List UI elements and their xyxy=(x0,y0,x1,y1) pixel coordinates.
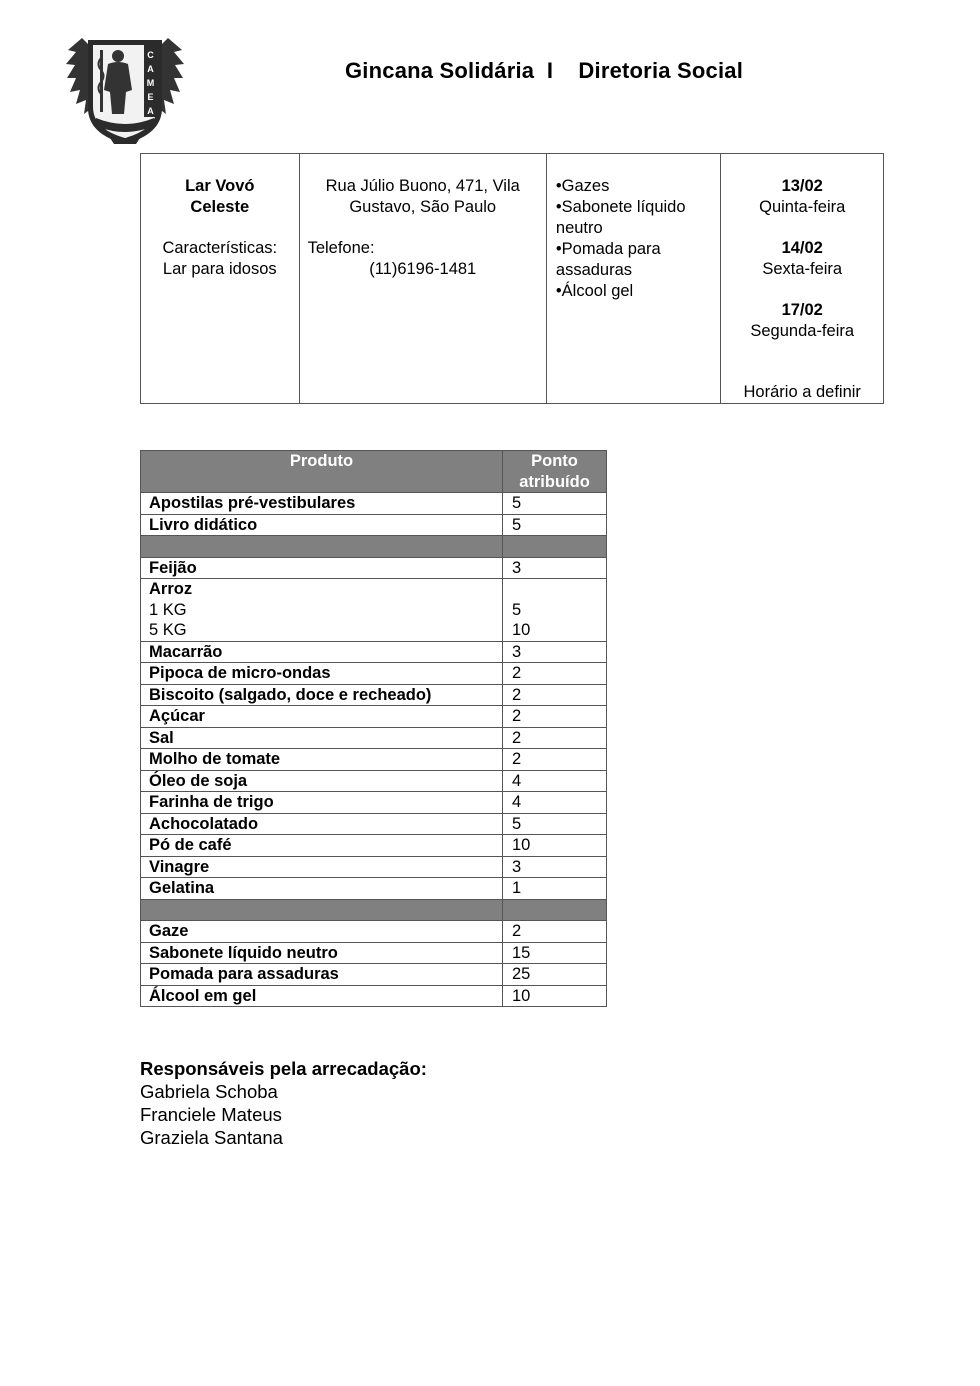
category-separator-row xyxy=(141,536,607,558)
product-points-text: 2 xyxy=(512,685,522,704)
product-name xyxy=(141,727,503,749)
product-name-text: Pó de café xyxy=(149,836,232,854)
product-name-text: Gaze xyxy=(149,922,189,940)
header-points xyxy=(503,451,607,493)
product-name xyxy=(141,792,503,814)
institution-info-table xyxy=(140,153,884,404)
table-row xyxy=(141,493,607,515)
product-points-text: 2 xyxy=(512,922,522,940)
institution-cell xyxy=(141,154,300,403)
dates-cell xyxy=(721,154,883,403)
product-points xyxy=(503,706,607,728)
responsible-name: Graziela Santana xyxy=(140,1127,283,1148)
weekday: Segunda-feira xyxy=(750,322,855,340)
separator-cell xyxy=(141,536,503,558)
weekday: Sexta-feira xyxy=(762,260,843,278)
product-points-text: 4 xyxy=(512,771,522,790)
products-table xyxy=(140,450,607,1007)
address-cell xyxy=(300,154,547,403)
product-variant-points: 5 xyxy=(512,600,522,619)
product-points xyxy=(503,813,607,835)
table-row xyxy=(141,514,607,536)
product-points xyxy=(503,727,607,749)
product-variant-label: 5 KG xyxy=(149,621,187,639)
product-points xyxy=(503,514,607,536)
table-row xyxy=(141,770,607,792)
product-points xyxy=(503,557,607,579)
product-name xyxy=(141,579,503,642)
separator-cell xyxy=(503,536,607,558)
product-name xyxy=(141,514,503,536)
page-title: Gincana Solidária I Diretoria Social xyxy=(345,58,744,83)
product-name-text: Açúcar xyxy=(149,707,205,725)
product-name-text: Molho de tomate xyxy=(149,750,281,768)
svg-text:M: M xyxy=(146,78,155,88)
product-name xyxy=(141,663,503,685)
table-row xyxy=(141,942,607,964)
table-row xyxy=(141,985,607,1007)
product-name-text: Álcool em gel xyxy=(149,986,257,1005)
product-name-text: Sal xyxy=(149,728,174,747)
phone-label: Telefone: xyxy=(307,239,375,257)
table-row xyxy=(141,706,607,728)
item-line: assaduras xyxy=(555,261,633,279)
product-points-text: 10 xyxy=(512,986,531,1005)
product-points-text: 2 xyxy=(512,750,522,768)
product-points xyxy=(503,856,607,878)
table-row xyxy=(141,749,607,771)
product-name xyxy=(141,557,503,579)
camea-logo xyxy=(62,30,188,150)
table-row xyxy=(141,684,607,706)
table-row xyxy=(141,663,607,685)
table-row xyxy=(141,856,607,878)
responsible-name: Franciele Mateus xyxy=(140,1104,282,1125)
product-name-text: Farinha de trigo xyxy=(149,793,274,811)
date: 17/02 xyxy=(781,301,823,319)
product-name-text: Achocolatado xyxy=(149,814,259,833)
phone-value: (11)6196-1481 xyxy=(369,260,477,278)
item-line: •Gazes xyxy=(555,177,610,195)
date: 14/02 xyxy=(781,239,823,257)
product-points-text: 3 xyxy=(512,857,522,876)
product-points-text: 2 xyxy=(512,664,522,682)
address-line-2: Gustavo, São Paulo xyxy=(349,198,497,216)
product-points xyxy=(503,684,607,706)
product-name xyxy=(141,921,503,943)
item-line: neutro xyxy=(555,219,603,237)
responsibles-section xyxy=(140,1057,427,1149)
product-name xyxy=(141,985,503,1007)
product-points-text: 15 xyxy=(512,943,531,962)
product-name-text: Gelatina xyxy=(149,879,215,897)
schedule-note: Horário a definir xyxy=(743,383,861,401)
address-line-1: Rua Júlio Buono, 471, Vila xyxy=(325,177,520,195)
category-separator-row xyxy=(141,899,607,921)
product-points xyxy=(503,579,607,642)
product-points-text: 2 xyxy=(512,707,522,725)
responsibles-heading: Responsáveis pela arrecadação: xyxy=(140,1058,427,1079)
product-name xyxy=(141,770,503,792)
product-points xyxy=(503,641,607,663)
product-points-text: 3 xyxy=(512,642,522,661)
table-row xyxy=(141,727,607,749)
product-variant-points: 10 xyxy=(512,621,531,639)
separator-cell xyxy=(503,899,607,921)
institution-name-2: Celeste xyxy=(190,198,250,216)
product-name-text: Sabonete líquido neutro xyxy=(149,943,338,962)
product-name xyxy=(141,878,503,900)
product-name-text: Macarrão xyxy=(149,642,223,661)
product-points-text: 25 xyxy=(512,965,531,983)
svg-text:E: E xyxy=(147,92,154,102)
product-points xyxy=(503,921,607,943)
product-points-text: 5 xyxy=(512,494,522,512)
table-row xyxy=(141,813,607,835)
institution-name: Lar Vovó xyxy=(185,177,255,195)
product-points xyxy=(503,749,607,771)
product-points xyxy=(503,663,607,685)
responsible-name: Gabriela Schoba xyxy=(140,1081,278,1102)
product-points-text: 5 xyxy=(512,814,522,833)
table-header-row xyxy=(141,451,607,493)
table-row xyxy=(141,921,607,943)
product-name xyxy=(141,813,503,835)
product-points-text: 1 xyxy=(512,879,522,897)
product-name-text: Óleo de soja xyxy=(149,771,248,790)
product-points xyxy=(503,835,607,857)
item-line: •Pomada para xyxy=(555,240,661,258)
product-points-text: 4 xyxy=(512,793,522,811)
separator-cell xyxy=(141,899,503,921)
product-name xyxy=(141,835,503,857)
product-name-text: Arroz xyxy=(149,580,193,598)
product-name-text: Livro didático xyxy=(149,515,258,534)
product-points-text xyxy=(512,579,598,600)
product-name-text: Pomada para assaduras xyxy=(149,965,339,983)
product-name-text: Apostilas pré-vestibulares xyxy=(149,494,356,512)
table-row xyxy=(141,792,607,814)
items-cell xyxy=(547,154,722,403)
product-points xyxy=(503,770,607,792)
svg-text:C: C xyxy=(147,50,154,60)
product-points-text: 2 xyxy=(512,728,522,747)
product-name-text: Vinagre xyxy=(149,857,210,876)
item-line: •Álcool gel xyxy=(555,282,634,300)
table-row xyxy=(141,964,607,986)
product-name xyxy=(141,856,503,878)
products-table-body xyxy=(141,493,607,1007)
product-name-text: Pipoca de micro-ondas xyxy=(149,664,331,682)
table-row xyxy=(141,878,607,900)
product-name-text: Feijão xyxy=(149,558,197,577)
characteristics-value: Lar para idosos xyxy=(162,260,277,278)
product-points-text: 10 xyxy=(512,836,531,854)
item-line: •Sabonete líquido xyxy=(555,198,686,216)
table-row xyxy=(141,557,607,579)
product-points xyxy=(503,878,607,900)
weekday: Quinta-feira xyxy=(759,198,846,216)
product-name xyxy=(141,493,503,515)
product-name-text: Biscoito (salgado, doce e recheado) xyxy=(149,685,432,704)
svg-text:A: A xyxy=(147,64,154,74)
product-name xyxy=(141,706,503,728)
product-points xyxy=(503,964,607,986)
header-points-line-2: atribuído xyxy=(519,472,590,491)
product-variant-label: 1 KG xyxy=(149,600,187,619)
svg-text:A: A xyxy=(147,106,154,116)
date: 13/02 xyxy=(781,177,823,195)
product-points xyxy=(503,942,607,964)
product-name xyxy=(141,749,503,771)
table-row xyxy=(141,641,607,663)
product-name xyxy=(141,684,503,706)
product-points xyxy=(503,493,607,515)
product-name xyxy=(141,964,503,986)
product-name xyxy=(141,641,503,663)
product-points xyxy=(503,985,607,1007)
header-product: Produto xyxy=(141,451,503,493)
table-row xyxy=(141,579,607,642)
product-name xyxy=(141,942,503,964)
product-points-text: 3 xyxy=(512,558,522,577)
product-points-text: 5 xyxy=(512,515,522,534)
product-points xyxy=(503,792,607,814)
header-points-line-1: Ponto xyxy=(531,452,578,470)
characteristics-label: Características: xyxy=(162,239,278,257)
table-row xyxy=(141,835,607,857)
